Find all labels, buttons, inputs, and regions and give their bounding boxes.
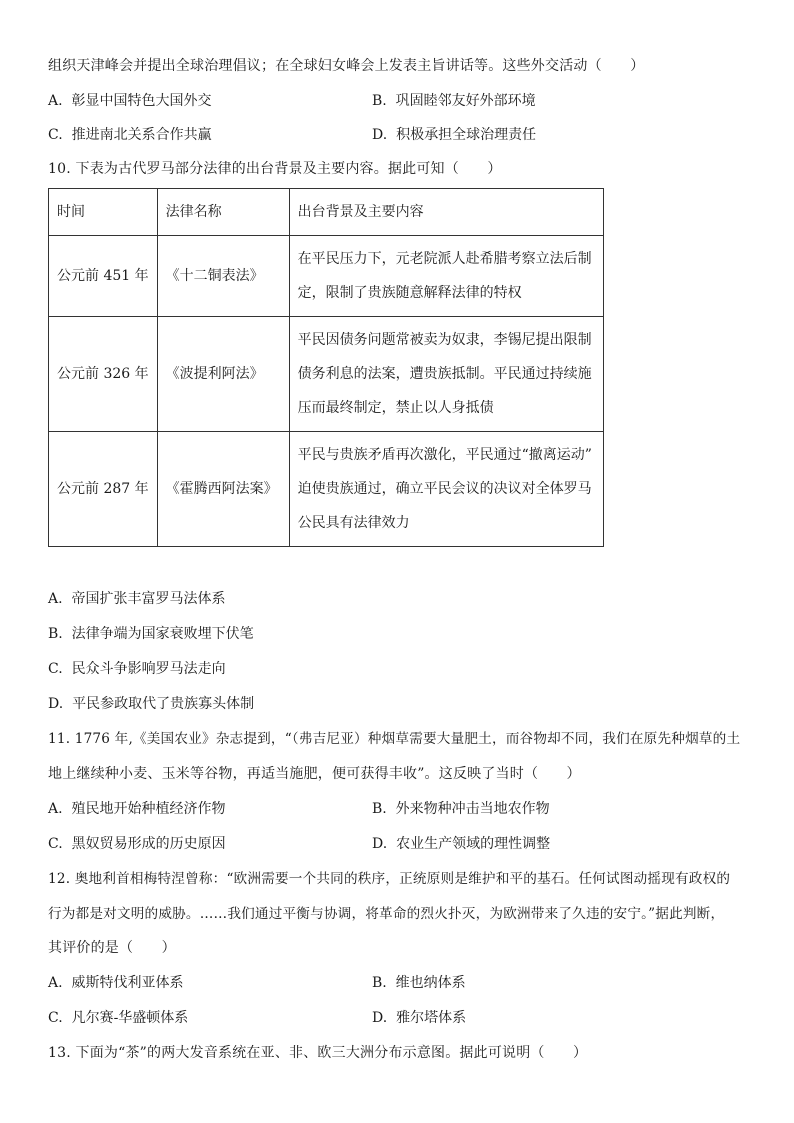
option-text: 凡尔赛-华盛顿体系	[71, 1010, 189, 1026]
q10-option-b[interactable]	[48, 624, 254, 644]
option-key: C.	[48, 127, 63, 143]
option-text: 法律争端为国家衰败埋下伏笔	[71, 626, 254, 642]
option-key: A.	[48, 801, 63, 817]
option-text: 黑奴贸易形成的历史原因	[71, 836, 226, 852]
q12-option-a[interactable]	[48, 973, 183, 993]
roman-law-table	[48, 188, 604, 547]
q11-option-c[interactable]	[48, 834, 226, 854]
option-text: 巩固睦邻友好外部环境	[395, 93, 536, 109]
q10-option-a[interactable]	[48, 589, 225, 609]
option-text: 彰显中国特色大国外交	[71, 93, 212, 109]
option-text: 威斯特伐利亚体系	[71, 975, 184, 991]
q13-stem: 13. 下面为“茶”的两大发音系统在亚、非、欧三大洲分布示意图。据此可说明（ ）	[48, 1045, 588, 1061]
q11-stem-line2: 地上继续种小麦、玉米等谷物，再适当施肥，便可获得丰收”。这反映了当时（ ）	[48, 766, 581, 782]
q11-stem-line1: 11. 1776 年,《美国农业》杂志提到，“（弗吉尼亚）种烟草需要大量肥土，而谷物却不同，我们在原先种烟草的土	[48, 731, 741, 747]
cell-law-name: 《十二铜表法》	[157, 236, 289, 317]
cell-content	[289, 236, 603, 317]
option-key: D.	[372, 1010, 388, 1026]
q12-stem-line2: 行为都是对文明的威胁。……我们通过平衡与协调，将革命的烈火扑灭，为欧洲带来了久违的安宁。”据此判断，	[48, 906, 725, 922]
q10-stem: 10. 下表为古代罗马部分法律的出台背景及主要内容。据此可知（ ）	[48, 161, 502, 177]
option-key: C.	[48, 1010, 63, 1026]
option-key: D.	[372, 127, 388, 143]
content-line: 公民具有法律效力	[297, 515, 410, 531]
option-key: A.	[48, 975, 63, 991]
q12-option-c[interactable]	[48, 1008, 188, 1028]
q12-option-d[interactable]	[372, 1008, 466, 1028]
q12-stem-line3: 其评价的是（ ）	[48, 940, 176, 956]
q9-stem-tail: 组织天津峰会并提出全球治理倡议；在全球妇女峰会上发表主旨讲话等。这些外交活动（ ）	[48, 58, 645, 74]
q11-option-b[interactable]	[372, 799, 550, 819]
option-text: 民众斗争影响罗马法走向	[71, 661, 226, 677]
option-text: 殖民地开始种植经济作物	[71, 801, 226, 817]
option-key: B.	[372, 93, 387, 109]
q9-option-d[interactable]	[372, 125, 536, 145]
table-header-row	[49, 189, 604, 236]
option-key: D.	[372, 836, 388, 852]
table-row	[49, 432, 604, 547]
q11-option-d[interactable]	[372, 834, 550, 854]
option-key: C.	[48, 661, 63, 677]
option-text: 积极承担全球治理责任	[396, 127, 537, 143]
cell-time: 公元前 451 年	[49, 236, 158, 317]
option-key: D.	[48, 696, 64, 712]
option-text: 推进南北关系合作共赢	[71, 127, 212, 143]
option-text: 外来物种冲击当地农作物	[395, 801, 550, 817]
option-key: B.	[372, 975, 387, 991]
option-key: B.	[48, 626, 63, 642]
content-line: 定，限制了贵族随意解释法律的特权	[297, 285, 522, 301]
cell-content	[289, 432, 603, 547]
option-key: A.	[48, 591, 63, 607]
cell-law-name: 《波提利阿法》	[157, 317, 289, 432]
q12-stem-line1: 12. 奥地利首相梅特涅曾称：“欧洲需要一个共同的秩序，正统原则是维护和平的基石。任何试图动摇现有政权的	[48, 871, 731, 887]
q9-option-a[interactable]	[48, 91, 211, 111]
table-row	[49, 317, 604, 432]
option-key: C.	[48, 836, 63, 852]
q9-option-c[interactable]	[48, 125, 212, 145]
option-key: B.	[372, 801, 387, 817]
content-line: 平民因债务问题常被卖为奴隶，李锡尼提出限制	[297, 332, 592, 348]
option-text: 帝国扩张丰富罗马法体系	[71, 591, 226, 607]
q10-option-d[interactable]	[48, 694, 254, 714]
q9-option-b[interactable]	[372, 91, 536, 111]
table-row	[49, 236, 604, 317]
header-law-name: 法律名称	[157, 189, 289, 236]
cell-time: 公元前 287 年	[49, 432, 158, 547]
content-line: 在平民压力下，元老院派人赴希腊考察立法后制	[297, 251, 592, 267]
header-time: 时间	[49, 189, 158, 236]
option-text: 雅尔塔体系	[396, 1010, 467, 1026]
option-text: 平民参政取代了贵族寡头体制	[72, 696, 255, 712]
cell-law-name: 《霍腾西阿法案》	[157, 432, 289, 547]
cell-content	[289, 317, 603, 432]
content-line: 迫使贵族通过，确立平民会议的决议对全体罗马	[297, 481, 592, 497]
content-line: 平民与贵族矛盾再次激化，平民通过“撤离运动”	[297, 447, 592, 463]
cell-time: 公元前 326 年	[49, 317, 158, 432]
content-line: 压而最终制定，禁止以人身抵债	[297, 400, 494, 416]
option-text: 维也纳体系	[395, 975, 466, 991]
q10-option-c[interactable]	[48, 659, 226, 679]
option-text: 农业生产领域的理性调整	[396, 836, 551, 852]
q11-option-a[interactable]	[48, 799, 225, 819]
option-key: A.	[48, 93, 63, 109]
content-line: 债务利息的法案，遭贵族抵制。平民通过持续施	[297, 366, 592, 382]
q12-option-b[interactable]	[372, 973, 466, 993]
header-content: 出台背景及主要内容	[289, 189, 603, 236]
